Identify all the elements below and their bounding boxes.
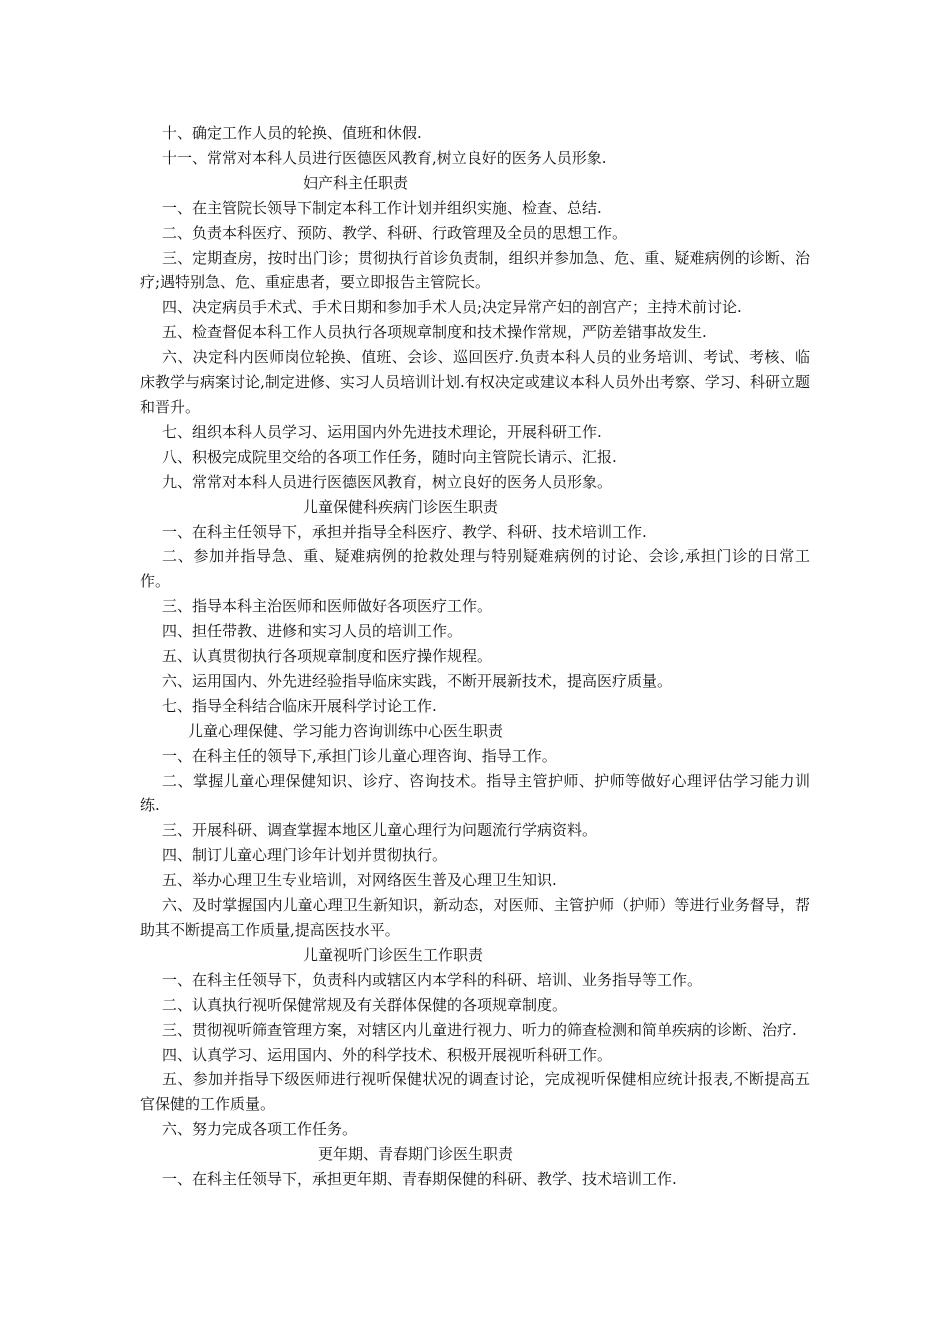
paragraph: 五、举办心理卫生专业培训，对网络医生普及心理卫生知识. bbox=[162, 871, 557, 890]
paragraph: 三、定期查房，按时出门诊；贯彻执行首诊负责制，组织并参加急、危、重、疑难病例的诊断、治疗;遇特别急、危、重症患者，要立即报告主管院长。 bbox=[140, 248, 810, 292]
paragraph: 五、参加并指导下级医师进行视听保健状况的调查讨论，完成视听保健相应统计报表,不断提高五官保健的工作质量。 bbox=[140, 1070, 810, 1114]
paragraph: 一、在科主任领导下，承担更年期、青春期保健的科研、教学、技术培训工作. bbox=[162, 1170, 677, 1189]
paragraph: 六、努力完成各项工作任务。 bbox=[162, 1120, 358, 1139]
paragraph: 四、担任带教、进修和实习人员的培训工作。 bbox=[162, 622, 463, 641]
paragraph: 三、指导本科主治医师和医师做好各项医疗工作。 bbox=[162, 597, 493, 616]
paragraph: 一、在科主任的领导下,承担门诊儿童心理咨询、指导工作。 bbox=[162, 746, 557, 765]
paragraph: 四、认真学习、运用国内、外的科学技术、积极开展视听科研工作。 bbox=[162, 1045, 613, 1064]
paragraph: 一、在主管院长领导下制定本科工作计划并组织实施、检查、总结. bbox=[162, 198, 602, 217]
paragraph: 六、及时掌握国内儿童心理卫生新知识，新动态，对医师、主管护师（护师）等进行业务督导，帮助其不断提高工作质量,提高医技水平。 bbox=[140, 896, 810, 939]
document-page bbox=[140, 121, 810, 1192]
paragraph: 三、贯彻视听筛查管理方案，对辖区内儿童进行视力、听力的筛查检测和简单疾病的诊断、治疗. bbox=[162, 1020, 797, 1039]
paragraph: 六、运用国内、外先进经验指导临床实践，不断开展新技术，提高医疗质量。 bbox=[162, 671, 673, 690]
paragraph: 五、检查督促本科工作人员执行各项规章制度和技术操作常规，严防差错事故发生. bbox=[162, 323, 707, 342]
paragraph: 八、积极完成院里交给的各项工作任务，随时向主管院长请示、汇报. bbox=[162, 447, 617, 466]
paragraph: 十一、常常对本科人员进行医德医风教育,树立良好的医务人员形象. bbox=[162, 148, 607, 167]
paragraph: 九、常常对本科人员进行医德医风教育，树立良好的医务人员形象。 bbox=[162, 472, 613, 491]
paragraph: 四、决定病员手术式、手术日期和参加手术人员;决定异常产妇的剖宫产；主持术前讨论. bbox=[162, 298, 742, 317]
section-heading-child-psychology: 儿童心理保健、学习能力咨询训练中心医生职责 bbox=[188, 721, 504, 740]
section-heading-obgyn-director: 妇产科主任职责 bbox=[303, 173, 409, 192]
section-heading-menopause-adolescence: 更年期、青春期门诊医生职责 bbox=[318, 1145, 514, 1164]
paragraph: 六、决定科内医师岗位轮换、值班、会诊、巡回医疗.负责本科人员的业务培训、考试、考核、临床教学与病案讨论,制定进修、实习人员培训计划.有权决定或建议本科人员外出考察、学习、科研立题和晋升。 bbox=[140, 348, 810, 416]
section-heading-audiovisual-clinic: 儿童视听门诊医生工作职责 bbox=[303, 945, 484, 964]
paragraph: 七、指导全科结合临床开展科学讨论工作. bbox=[162, 696, 437, 715]
paragraph: 四、制订儿童心理门诊年计划并贯彻执行。 bbox=[162, 846, 448, 865]
paragraph: 二、掌握儿童心理保健知识、诊疗、咨询技术。指导主管护师、护师等做好心理评估学习能力训练. bbox=[140, 771, 810, 815]
section-heading-child-health-clinic: 儿童保健科疾病门诊医生职责 bbox=[303, 497, 499, 516]
paragraph: 二、认真执行视听保健常规及有关群体保健的各项规章制度。 bbox=[162, 995, 568, 1014]
paragraph: 一、在科主任领导下，负责科内或辖区内本学科的科研、培训、业务指导等工作。 bbox=[162, 970, 703, 989]
paragraph: 一、在科主任领导下，承担并指导全科医疗、教学、科研、技术培训工作. bbox=[162, 522, 647, 541]
paragraph: 三、开展科研、调查掌握本地区儿童心理行为问题流行学病资料。 bbox=[162, 821, 598, 840]
paragraph: 二、负责本科医疗、预防、教学、科研、行政管理及全员的思想工作。 bbox=[162, 223, 628, 242]
paragraph: 二、参加并指导急、重、疑难病例的抢救处理与特别疑难病例的讨论、会诊,承担门诊的日常工作。 bbox=[140, 547, 810, 591]
paragraph: 五、认真贯彻执行各项规章制度和医疗操作规程。 bbox=[162, 647, 493, 666]
paragraph: 十、确定工作人员的轮换、值班和休假. bbox=[162, 124, 422, 142]
paragraph: 七、组织本科人员学习、运用国内外先进技术理论，开展科研工作. bbox=[162, 422, 602, 441]
